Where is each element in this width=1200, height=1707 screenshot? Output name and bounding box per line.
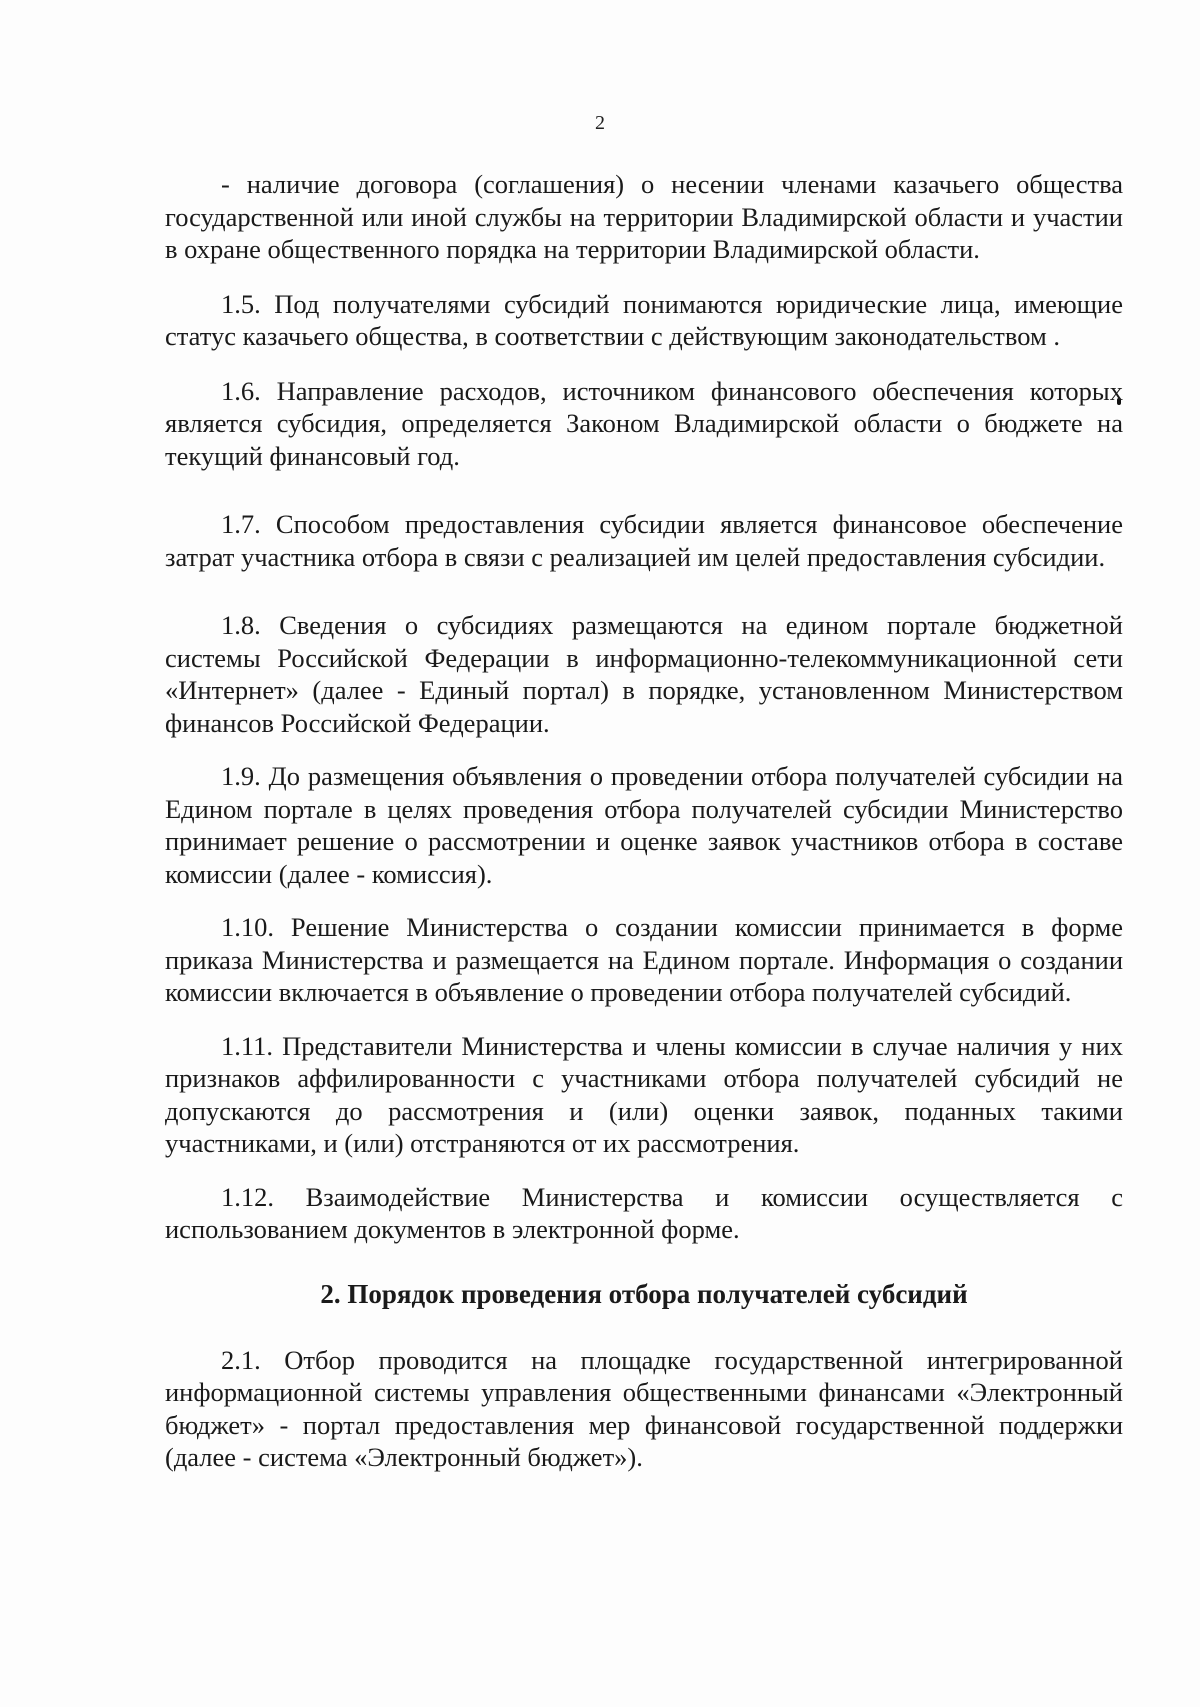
paragraph-condition-agreement: - наличие договора (соглашения) о несении членами казачьего общества государственной или иной службы на территории Владимирской области и участии в охране общественного порядка на территории Владимирской области. xyxy=(165,169,1123,264)
paragraph-1-10: 1.10. Решение Министерства о создании комиссии принимается в форме приказа Министерства и размещается на Едином портале. Информация о создании комиссии включается в объявление о проведении отбора получателей субсидий. xyxy=(165,912,1123,1007)
paragraph-1-7: 1.7. Способом предоставления субсидии является финансовое обеспечение затрат участника отбора в связи с реализацией им целей предоставления субсидии. xyxy=(165,509,1123,572)
paragraph-1-11: 1.11. Представители Министерства и члены комиссии в случае наличия у них признаков аффилированности с участниками отбора получателей субсидий не допускаются до рассмотрения и (или) оценки заявок, поданных такими участниками, и (или) отстраняются от их рассмотрения. xyxy=(165,1030,1123,1158)
paragraph-1-5: 1.5. Под получателями субсидий понимаются юридические лица, имеющие статус казачьего общества, в соответствии с действующим законодательством . xyxy=(165,288,1123,351)
paragraph-1-8: 1.8. Сведения о субсидиях размещаются на едином портале бюджетной системы Российской Федерации в информационно-телекоммуникационной сети «Интернет» (далее - Единый портал) в порядке, установленном Министерством финансов Российской Федерации. xyxy=(165,610,1123,738)
paragraph-1-12: 1.12. Взаимодействие Министерства и комиссии осуществляется с использованием документов в электронной форме. xyxy=(165,1181,1123,1244)
document-body xyxy=(165,168,1123,1474)
section-heading: 2. Порядок проведения отбора получателей субсидий xyxy=(320,1278,968,1309)
paragraph-2-1: 2.1. Отбор проводится на площадке государственной интегрированной информационной системы управления общественными финансами «Электронный бюджет» - портал предоставления мер финансовой государственной поддержки (далее - система «Электронный бюджет»). xyxy=(165,1344,1123,1472)
paragraph-1-9: 1.9. До размещения объявления о проведении отбора получателей субсидии на Едином портале в целях проведения отбора получателей субсидии Министерство принимает решение о рассмотрении и оценке заявок участников отбора в составе комиссии (далее - комиссия). xyxy=(165,761,1123,889)
page-number: 2 xyxy=(595,112,605,134)
paragraph-1-6: 1.6. Направление расходов, источником финансового обеспечения которых является субсидия, определяется Законом Владимирской области о бюджете на текущий финансовый год. xyxy=(165,375,1123,471)
